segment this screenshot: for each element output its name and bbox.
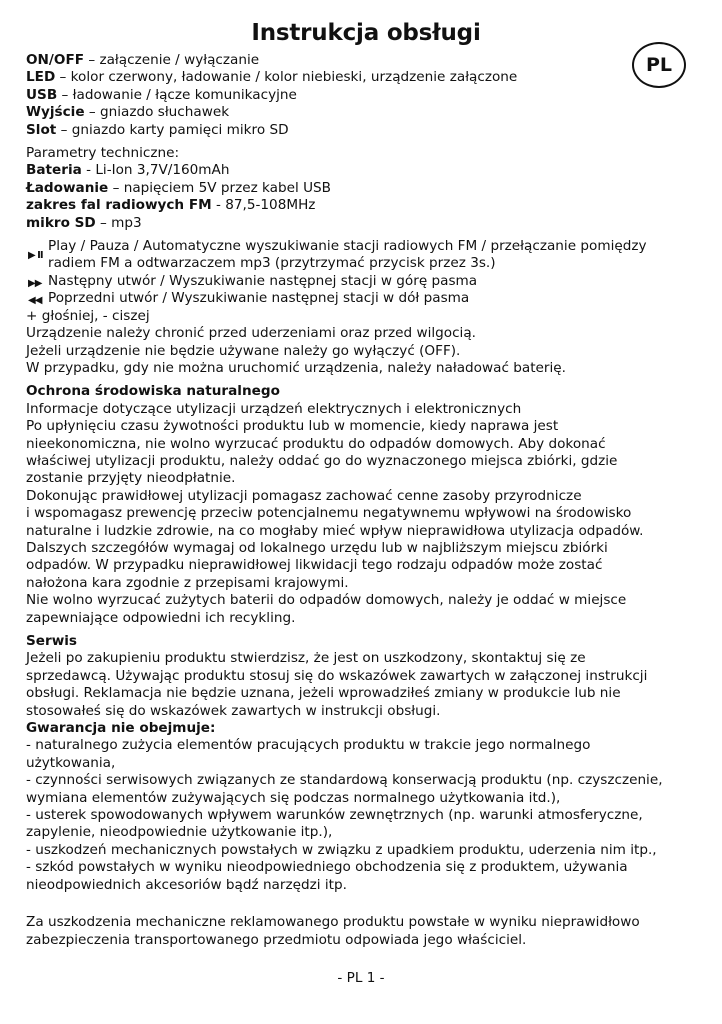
control-term: USB [26, 86, 58, 103]
play-pause-icon: ▶ II [28, 250, 43, 262]
service-line: Jeżeli po zakupieniu produktu stwierdzisz, że jest on uszkodzony, skontaktuj się ze [26, 650, 586, 667]
control-item [26, 69, 706, 86]
warranty-line: użytkowania, [26, 754, 116, 771]
param-item [26, 162, 706, 179]
warranty-line: zapylenie, nieodpowiednie użytkowanie itp.), [26, 824, 333, 841]
control-desc: – kolor czerwony, ładowanie / kolor niebieski, urządzenie załączone [55, 69, 518, 86]
controls-list [26, 52, 706, 139]
play-pause-text-2: radiem FM a odtwarzaczem mp3 (przytrzymać przycisk przez 3s.) [48, 255, 496, 272]
param-term: Bateria [26, 162, 82, 179]
environment-line: właściwej utylizacji produktu, należy oddać go do wyznaczonego miejsca zbiórki, gdzie [26, 452, 618, 469]
params-heading: Parametry techniczne: [26, 145, 180, 162]
environment-line: naturalne i ludzkie zdrowie, na co mogłaby mieć wpływ nieprawidłowa utylizacja odpadów. [26, 522, 644, 539]
param-item [26, 180, 706, 197]
warranty-line: - usterek spowodowanych wpływem warunków zewnętrznych (np. warunki atmosferyczne, [26, 807, 643, 824]
warranty-line: - uszkodzeń mechanicznych powstałych w związku z upadkiem produktu, uderzenia nim itp., [26, 841, 657, 858]
param-item [26, 215, 706, 232]
general-line: W przypadku, gdy nie można uruchomić urządzenia, należy naładować baterię. [26, 359, 566, 376]
environment-line: zapewniające odpowiedni ich recykling. [26, 609, 296, 626]
service-line: sprzedawcą. Używając produktu stosuj się do wskazówek zawartych w załączonej instrukcji [26, 667, 648, 684]
manual-page [26, 18, 706, 949]
final-line: Za uszkodzenia mechaniczne reklamowanego produktu powstałe w wyniku nieprawidłowo [26, 914, 640, 931]
param-desc: - Li-Ion 3,7V/160mAh [81, 162, 230, 179]
environment-section [26, 383, 706, 627]
general-notes [26, 308, 706, 378]
warranty-line: - szkód powstałych w wyniku nieodpowiedniego obchodzenia się z produktem, używania [26, 859, 628, 876]
service-line: stosowałeś się do wskazówek zawartych w instrukcji obsługi. [26, 702, 441, 719]
param-desc: – napięciem 5V przez kabel USB [108, 179, 331, 196]
next-text: Następny utwór / Wyszukiwanie następnej stacji w górę pasma [48, 272, 478, 289]
control-desc: – gniazdo słuchawek [84, 104, 230, 121]
fast-forward-icon: ▶▶ [28, 277, 42, 289]
warranty-line: - naturalnego zużycia elementów pracujących produktu w trakcie jego normalnego [26, 737, 591, 754]
environment-line: nałożona kara zgodnie z przepisami krajowymi. [26, 574, 349, 591]
play-pause-row [26, 238, 706, 273]
prev-text: Poprzedni utwór / Wyszukiwanie następnej stacji w dół pasma [48, 290, 470, 307]
param-desc: – mp3 [95, 214, 142, 231]
final-line: zabezpieczenia transportowanego przedmiotu odpowiada jego właściciel. [26, 931, 527, 948]
control-item [26, 52, 706, 69]
rewind-icon: ◀◀ [28, 295, 42, 307]
control-term: Wyjście [26, 104, 85, 121]
param-term: Ładowanie [26, 179, 109, 196]
language-badge: PL [632, 42, 686, 88]
warranty-heading: Gwarancja nie obejmuje: [26, 720, 216, 737]
control-item [26, 104, 706, 121]
environment-line: Nie wolno wyrzucać zużytych baterii do odpadów domowych, należy je oddać w miejsce [26, 592, 627, 609]
control-term: ON/OFF [26, 52, 85, 68]
param-term: mikro SD [26, 214, 96, 231]
prev-row [26, 290, 706, 307]
service-section [26, 633, 706, 720]
control-item [26, 122, 706, 139]
button-functions [26, 238, 706, 308]
control-desc: – załączenie / wyłączanie [84, 52, 260, 68]
control-desc: – ładowanie / łącze komunikacyjne [57, 86, 297, 103]
param-term: zakres fal radiowych FM [26, 197, 212, 214]
param-desc: - 87,5-108MHz [211, 197, 316, 214]
control-term: LED [26, 69, 56, 86]
general-line: Jeżeli urządzenie nie będzie używane należy go wyłączyć (OFF). [26, 342, 461, 359]
warranty-line: wymiana elementów zużywających się podczas normalnego użytkowania itd.), [26, 789, 561, 806]
page-title: Instrukcja obsługi [251, 20, 481, 46]
environment-line: zostanie przyjęty nieodpłatnie. [26, 470, 236, 487]
play-pause-text-1: Play / Pauza / Automatyczne wyszukiwanie stacji radiowych FM / przełączanie pomiędzy [48, 238, 647, 255]
environment-line: nieekonomiczna, nie wolno wyrzucać produktu do odpadów domowych. Aby dokonać [26, 435, 606, 452]
control-term: Slot [26, 121, 57, 138]
warranty-line: - czynności serwisowych związanych ze standardową konserwacją produktu (np. czyszczenie, [26, 772, 663, 789]
warranty-section [26, 720, 706, 894]
service-heading: Serwis [26, 633, 78, 649]
service-line: obsługi. Reklamacja nie będzie uznana, jeżeli wprowadziłeś zmiany w produkcie lub nie [26, 685, 621, 702]
environment-line: Dalszych szczegółów wymagaj od lokalnego urzędu lub w najbliższym miejscu zbiórki [26, 539, 608, 556]
environment-line: Dokonując prawidłowej utylizacji pomagasz zachować cenne zasoby przyrodnicze [26, 487, 582, 504]
final-note [26, 914, 706, 949]
next-row [26, 273, 706, 290]
page-number: - PL 1 - [337, 970, 385, 986]
environment-line: odpadów. W przypadku nieprawidłowej likwidacji tego rodzaju odpadów może zostać [26, 557, 603, 574]
environment-heading: Ochrona środowiska naturalnego [26, 383, 280, 400]
warranty-line: nieodpowiednich akcesoriów bądź narzędzi itp. [26, 876, 347, 893]
param-item [26, 197, 706, 214]
tech-params [26, 145, 706, 232]
control-desc: – gniazdo karty pamięci mikro SD [56, 121, 289, 138]
general-line: Urządzenie należy chronić przed uderzeniami oraz przed wilgocią. [26, 325, 476, 342]
environment-line: i wspomagasz prewencję przeciw potencjalnemu negatywnemu wpływowi na środowisko [26, 505, 632, 522]
general-line: + głośniej, - ciszej [26, 307, 150, 324]
control-item [26, 87, 706, 104]
environment-line: Po upłynięciu czasu żywotności produktu lub w momencie, kiedy naprawa jest [26, 418, 559, 435]
environment-line: Informacje dotyczące utylizacji urządzeń elektrycznych i elektronicznych [26, 400, 522, 417]
